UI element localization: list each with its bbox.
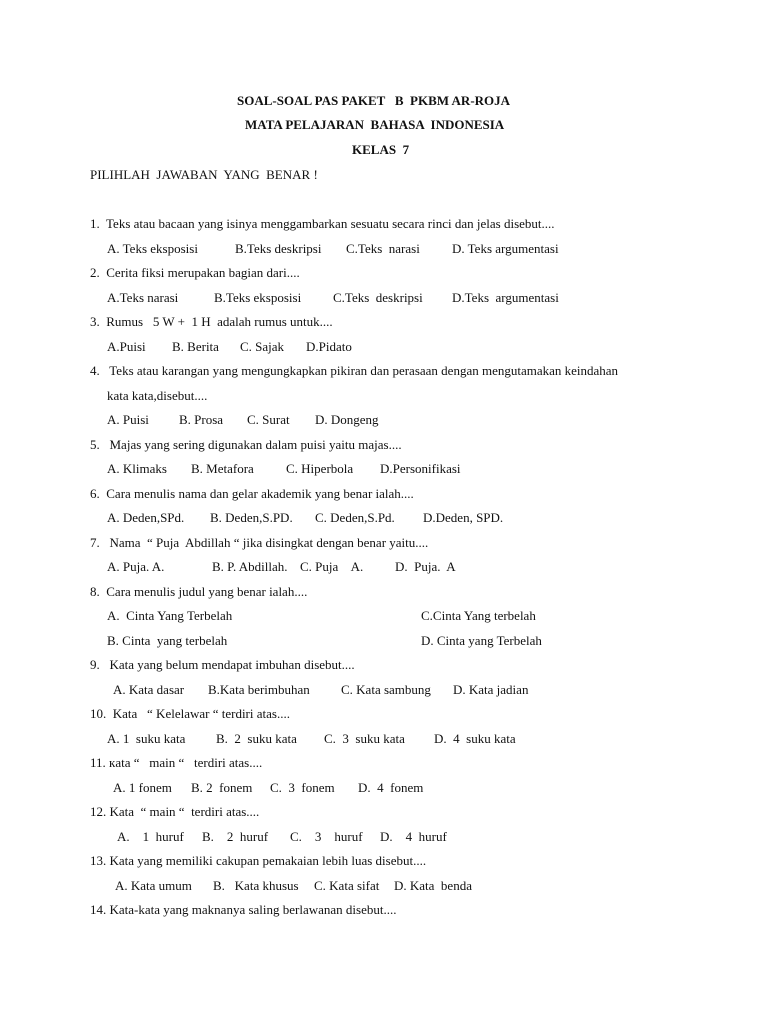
option: D. 4 suku kata: [434, 731, 516, 746]
question-13: 13. Kata yang memiliki cakupan pemakaian lebih luas disebut....: [90, 853, 427, 868]
option: B.Kata berimbuhan: [208, 682, 310, 697]
option: A. Deden,SPd.: [107, 510, 185, 525]
option: A. Kata umum: [115, 878, 192, 893]
option: D.Deden, SPD.: [423, 510, 504, 525]
question-11: 11. кata “ main “ terdiri atas....: [90, 755, 263, 770]
option: D. 4 huruf: [380, 829, 447, 844]
question-7: 7. Nama “ Puja Abdillah “ jika disingkat dengan benar yaitu....: [90, 535, 429, 550]
option: C.Teks narasi: [346, 241, 420, 256]
option: A. 1 suku kata: [107, 731, 186, 746]
question-14: 14. Kata-kata yang maknanya saling berlawanan disebut....: [90, 902, 397, 917]
option: C. 3 huruf: [290, 829, 363, 844]
option: C. 3 fonem: [270, 780, 335, 795]
option: C.Teks deskripsi: [333, 290, 423, 305]
option: B.Teks eksposisi: [214, 290, 302, 305]
option: B. Kata khusus: [213, 878, 299, 893]
option: D.Pidato: [306, 339, 352, 354]
option: B. Cinta yang terbelah: [107, 633, 228, 648]
option: D.Personifikasi: [380, 461, 461, 476]
question-9: 9. Kata yang belum mendapat imbuhan disebut....: [90, 657, 355, 672]
question-3: 3. Rumus 5 W + 1 H adalah rumus untuk....: [90, 314, 333, 329]
option: C. Deden,S.Pd.: [315, 510, 395, 525]
option: C. Surat: [247, 412, 290, 427]
option: A. 1 fonem: [113, 780, 172, 795]
header-subject-line: MATA PELAJARAN BAHASA INDONESIA: [245, 117, 505, 132]
question-1: 1. Teks atau bacaan yang isinya menggambarkan sesuatu secara rinci dan jelas disebut....: [90, 216, 555, 231]
question-6: 6. Cara menulis nama dan gelar akademik yang benar ialah....: [90, 486, 414, 501]
question-8: 8. Cara menulis judul yang benar ialah....: [90, 584, 308, 599]
option: A. Puisi: [107, 412, 149, 427]
instruction: PILIHLAH JAWABAN YANG BENAR !: [90, 167, 318, 182]
option: B. 2 suku kata: [216, 731, 297, 746]
option: B. 2 huruf: [202, 829, 269, 844]
option: B. 2 fonem: [191, 780, 253, 795]
option: C. Kata sifat: [314, 878, 380, 893]
option: C. 3 suku kata: [324, 731, 405, 746]
question-10: 10. Kata “ Kelelawar “ terdiri atas....: [90, 706, 290, 721]
option: B. Prosa: [179, 412, 224, 427]
option: A.Puisi: [107, 339, 146, 354]
question-4: 4. Teks atau karangan yang mengungkapkan pikiran dan perasaan dengan mengutamakan keindahan: [90, 363, 619, 378]
option: D. Kata jadian: [453, 682, 529, 697]
option: D. 4 fonem: [358, 780, 424, 795]
option: A. Teks eksposisi: [107, 241, 198, 256]
option: A. Puja. A.: [107, 559, 165, 574]
question-5: 5. Majas yang sering digunakan dalam puisi yaitu majas....: [90, 437, 402, 452]
option: C.Cinta Yang terbelah: [421, 608, 536, 623]
option: A. Kata dasar: [113, 682, 185, 697]
option: B. Deden,S.PD.: [210, 510, 293, 525]
option: B.Teks deskripsi: [235, 241, 322, 256]
option: D. Cinta yang Terbelah: [421, 633, 542, 648]
option: D. Teks argumentasi: [452, 241, 559, 256]
question-4-continued: kata kata,disebut....: [107, 388, 208, 403]
question-2: 2. Cerita fiksi merupakan bagian dari....: [90, 265, 300, 280]
option: C. Sajak: [240, 339, 285, 354]
option: D. Dongeng: [315, 412, 379, 427]
option: A. Klimaks: [107, 461, 167, 476]
question-12: 12. Kata “ main “ terdiri atas....: [90, 804, 260, 819]
header-title-line: SOAL-SOAL PAS PAKET B PKBM AR-ROJA: [237, 93, 511, 108]
header-class-line: KELAS 7: [352, 142, 410, 157]
option: D. Puja. A: [395, 559, 456, 574]
option: D.Teks argumentasi: [452, 290, 559, 305]
option: B. Metafora: [191, 461, 254, 476]
option: B. P. Abdillah.: [212, 559, 288, 574]
option: A. Cinta Yang Terbelah: [107, 608, 233, 623]
option: A. 1 huruf: [117, 829, 184, 844]
option: B. Berita: [172, 339, 219, 354]
option: A.Teks narasi: [107, 290, 179, 305]
option: C. Hiperbola: [286, 461, 354, 476]
option: D. Kata benda: [394, 878, 472, 893]
option: C. Puja A.: [300, 559, 364, 574]
option: C. Kata sambung: [341, 682, 431, 697]
